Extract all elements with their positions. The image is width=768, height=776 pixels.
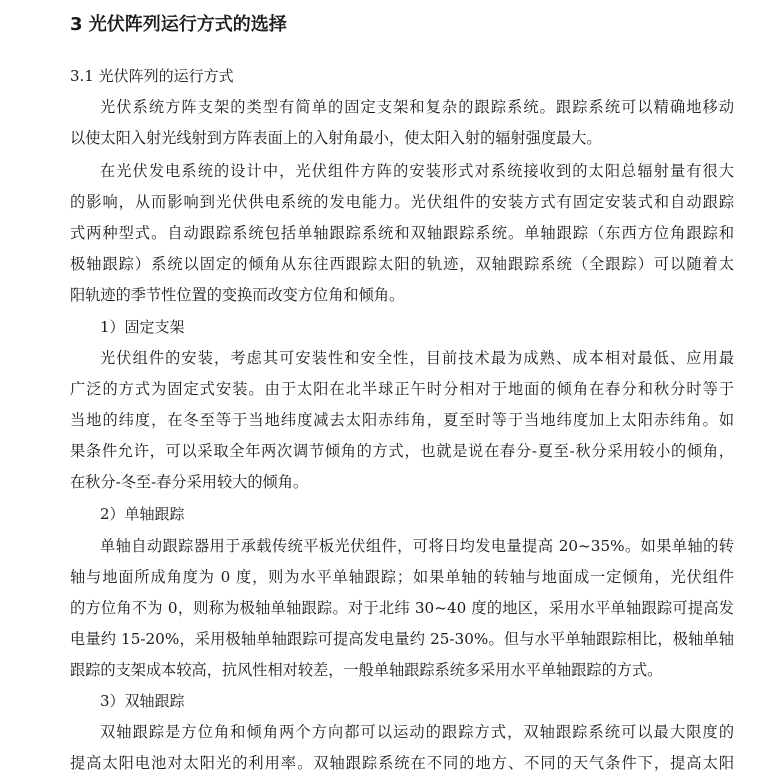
paragraph-line: 阳轨迹的季节性位置的变换而改变方位角和倾角。 — [70, 286, 405, 304]
paragraph-line: 光伏组件的安装，考虑其可安装性和安全性，目前技术最为成熟、成本相对最低、应用最 — [100, 349, 734, 367]
paragraph-line: 在秋分-冬至-春分采用较大的倾角。 — [70, 473, 309, 491]
subsection-heading: 3.1 光伏阵列的运行方式 — [70, 67, 234, 85]
paragraph-line: 的方位角不为 0，则称为极轴单轴跟踪。对于北纬 30~40 度的地区，采用水平单轴跟踪可提高发 — [70, 599, 734, 617]
paragraph-line: 跟踪的支架成本较高，抗风性相对较差，一般单轴跟踪系统多采用水平单轴跟踪的方式。 — [70, 661, 663, 679]
paragraph-line: 广泛的方式为固定式安装。由于太阳在北半球正午时分相对于地面的倾角在春分和秋分时等于 — [70, 380, 734, 398]
list-item-fixed-bracket: 1）固定支架 — [100, 318, 185, 336]
paragraph-line: 的影响，从而影响到光伏供电系统的发电能力。光伏组件的安装方式有固定安装式和自动跟踪 — [70, 193, 734, 211]
paragraph-line: 以使太阳入射光线射到方阵表面上的入射角最小，使太阳入射的辐射强度最大。 — [70, 129, 602, 147]
paragraph-line: 极轴跟踪）系统以固定的倾角从东往西跟踪太阳的轨迹，双轴跟踪系统（全跟踪）可以随着太 — [70, 255, 734, 273]
list-item-single-axis: 2）单轴跟踪 — [100, 505, 185, 523]
paragraph-line: 在光伏发电系统的设计中，光伏组件方阵的安装形式对系统接收到的太阳总辐射量有很大 — [100, 162, 734, 180]
paragraph-line: 果条件允许，可以采取全年两次调节倾角的方式，也就是说在春分-夏至-秋分采用较小的倾角， — [70, 442, 734, 460]
paragraph-line: 提高太阳电池对太阳光的利用率。双轴跟踪系统在不同的地方、不同的天气条件下，提高太阳 — [70, 754, 734, 772]
section-heading: 3 光伏阵列运行方式的选择 — [70, 14, 287, 35]
paragraph-line: 电量约 15-20%，采用极轴单轴跟踪可提高发电量约 25-30%。但与水平单轴跟踪相比，极轴单轴 — [70, 630, 734, 648]
paragraph-line: 当地的纬度，在冬至等于当地纬度减去太阳赤纬角，夏至时等于当地纬度加上太阳赤纬角。如 — [70, 411, 734, 429]
paragraph-line: 式两种型式。自动跟踪系统包括单轴跟踪系统和双轴跟踪系统。单轴跟踪（东西方位角跟踪和 — [70, 224, 734, 242]
paragraph-line: 双轴跟踪是方位角和倾角两个方向都可以运动的跟踪方式，双轴跟踪系统可以最大限度的 — [100, 723, 734, 741]
paragraph-line: 轴与地面所成角度为 0 度，则为水平单轴跟踪；如果单轴的转轴与地面成一定倾角，光伏组件 — [70, 568, 734, 586]
list-item-dual-axis: 3）双轴跟踪 — [100, 692, 185, 710]
paragraph-line: 光伏系统方阵支架的类型有简单的固定支架和复杂的跟踪系统。跟踪系统可以精确地移动 — [100, 98, 734, 116]
paragraph-line: 单轴自动跟踪器用于承载传统平板光伏组件，可将日均发电量提高 20~35%。如果单轴的转 — [100, 537, 734, 555]
